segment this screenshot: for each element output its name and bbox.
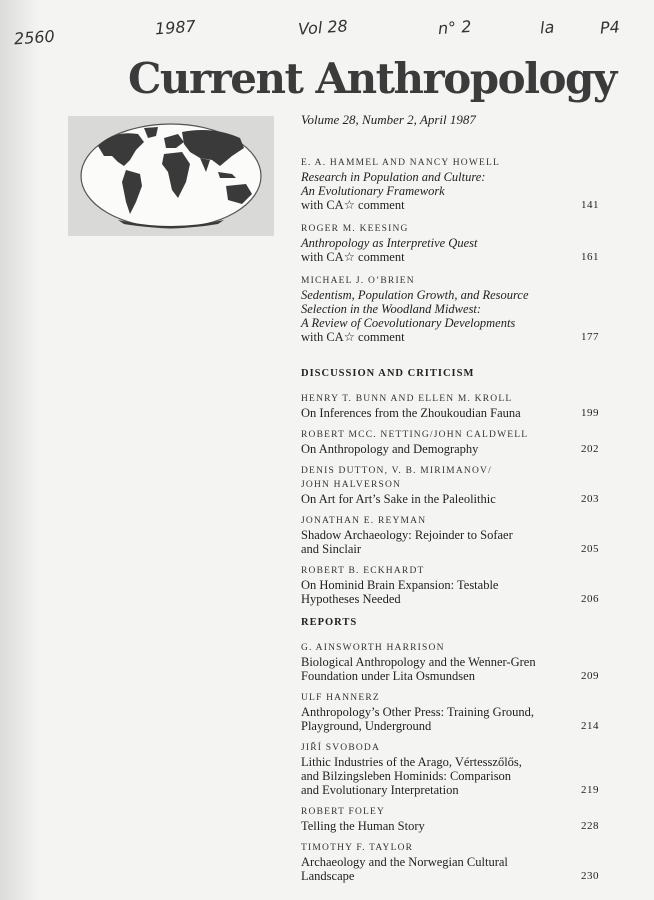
article-entry <box>301 274 599 344</box>
report-entry <box>301 741 599 797</box>
article-entry <box>301 222 599 264</box>
section-heading-discussion: DISCUSSION AND CRITICISM <box>301 368 475 379</box>
entry-title[interactable]: On Art for Art’s Sake in the Paleolithic <box>301 492 496 506</box>
page-number: 205 <box>581 543 599 555</box>
handwritten-note-volume: Vol 28 <box>297 16 349 39</box>
handwritten-note-catalog: 2560 <box>13 26 56 49</box>
page-number: 203 <box>581 493 599 505</box>
world-map-icon <box>68 116 274 236</box>
discussion-entry <box>301 392 599 420</box>
article-comment: with CA☆ comment <box>301 198 405 212</box>
entry-author: DENIS DUTTON, V. B. MIRIMANOV/ JOHN HALVERSON <box>301 466 492 490</box>
article-comment: with CA☆ comment <box>301 330 405 344</box>
article-title[interactable]: Anthropology as Interpretive Quest <box>301 236 478 250</box>
section-heading-reports: REPORTS <box>301 617 358 628</box>
entry-title[interactable]: On Inferences from the Zhoukoudian Fauna <box>301 406 521 420</box>
article-title[interactable]: Research in Population and Culture: An Evolutionary Framework <box>301 170 486 198</box>
handwritten-note-p: P4 <box>599 17 621 38</box>
page-number: 219 <box>581 784 599 796</box>
article-entry <box>301 156 599 212</box>
entry-author: ROBERT B. ECKHARDT <box>301 566 425 576</box>
handwritten-note-la: la <box>539 17 555 38</box>
page-number: 228 <box>581 820 599 832</box>
page-number: 206 <box>581 593 599 605</box>
entry-author: ROBERT MCC. NETTING/JOHN CALDWELL <box>301 430 529 440</box>
page-number: 177 <box>581 331 599 343</box>
entry-author: ULF HANNERZ <box>301 693 380 703</box>
entry-title[interactable]: Lithic Industries of the Arago, Vértesszőlős, and Bilzingsleben Hominids: Comparison and Evolutionary Interpretation <box>301 755 522 797</box>
entry-title[interactable]: Shadow Archaeology: Rejoinder to Sofaer and Sinclair <box>301 528 513 556</box>
article-author: MICHAEL J. O’BRIEN <box>301 276 415 286</box>
report-entry <box>301 641 599 683</box>
entry-author: G. AINSWORTH HARRISON <box>301 643 445 653</box>
entry-title[interactable]: Telling the Human Story <box>301 819 425 833</box>
page-number: 161 <box>581 251 599 263</box>
discussion-entry <box>301 564 599 606</box>
journal-masthead: Current Anthropology <box>128 54 616 103</box>
entry-title[interactable]: Anthropology’s Other Press: Training Ground, Playground, Underground <box>301 705 534 733</box>
main-articles <box>301 156 599 352</box>
entry-title[interactable]: On Anthropology and Demography <box>301 442 479 456</box>
page-number: 202 <box>581 443 599 455</box>
entry-author: ROBERT FOLEY <box>301 807 386 817</box>
page-number: 214 <box>581 720 599 732</box>
article-comment: with CA☆ comment <box>301 250 405 264</box>
entry-title[interactable]: On Hominid Brain Expansion: Testable Hypotheses Needed <box>301 578 499 606</box>
report-entry <box>301 841 599 883</box>
handwritten-note-number: n° 2 <box>437 16 473 39</box>
page-number: 141 <box>581 199 599 211</box>
discussion-section <box>301 368 599 614</box>
page-binding-shadow <box>0 0 40 900</box>
entry-title[interactable]: Archaeology and the Norwegian Cultural Landscape <box>301 855 508 883</box>
page-number: 199 <box>581 407 599 419</box>
entry-author: JIŘÍ SVOBODA <box>301 743 381 753</box>
entry-author: TIMOTHY F. TAYLOR <box>301 843 414 853</box>
entry-author: HENRY T. BUNN AND ELLEN M. KROLL <box>301 394 513 404</box>
discussion-entry <box>301 514 599 556</box>
article-author: ROGER M. KEESING <box>301 224 409 234</box>
discussion-entry <box>301 464 599 506</box>
page-number: 209 <box>581 670 599 682</box>
entry-title[interactable]: Biological Anthropology and the Wenner-Gren Foundation under Lita Osmundsen <box>301 655 536 683</box>
article-author: E. A. HAMMEL AND NANCY HOWELL <box>301 158 501 168</box>
page-number: 230 <box>581 870 599 882</box>
report-entry <box>301 691 599 733</box>
reports-section <box>301 617 599 891</box>
article-title[interactable]: Sedentism, Population Growth, and Resource Selection in the Woodland Midwest: A Review of Coevolutionary Developments <box>301 288 529 330</box>
report-entry <box>301 805 599 833</box>
handwritten-note-year: 1987 <box>154 16 197 39</box>
entry-author: JONATHAN E. REYMAN <box>301 516 427 526</box>
discussion-entry <box>301 428 599 456</box>
issue-line: Volume 28, Number 2, April 1987 <box>301 112 476 127</box>
